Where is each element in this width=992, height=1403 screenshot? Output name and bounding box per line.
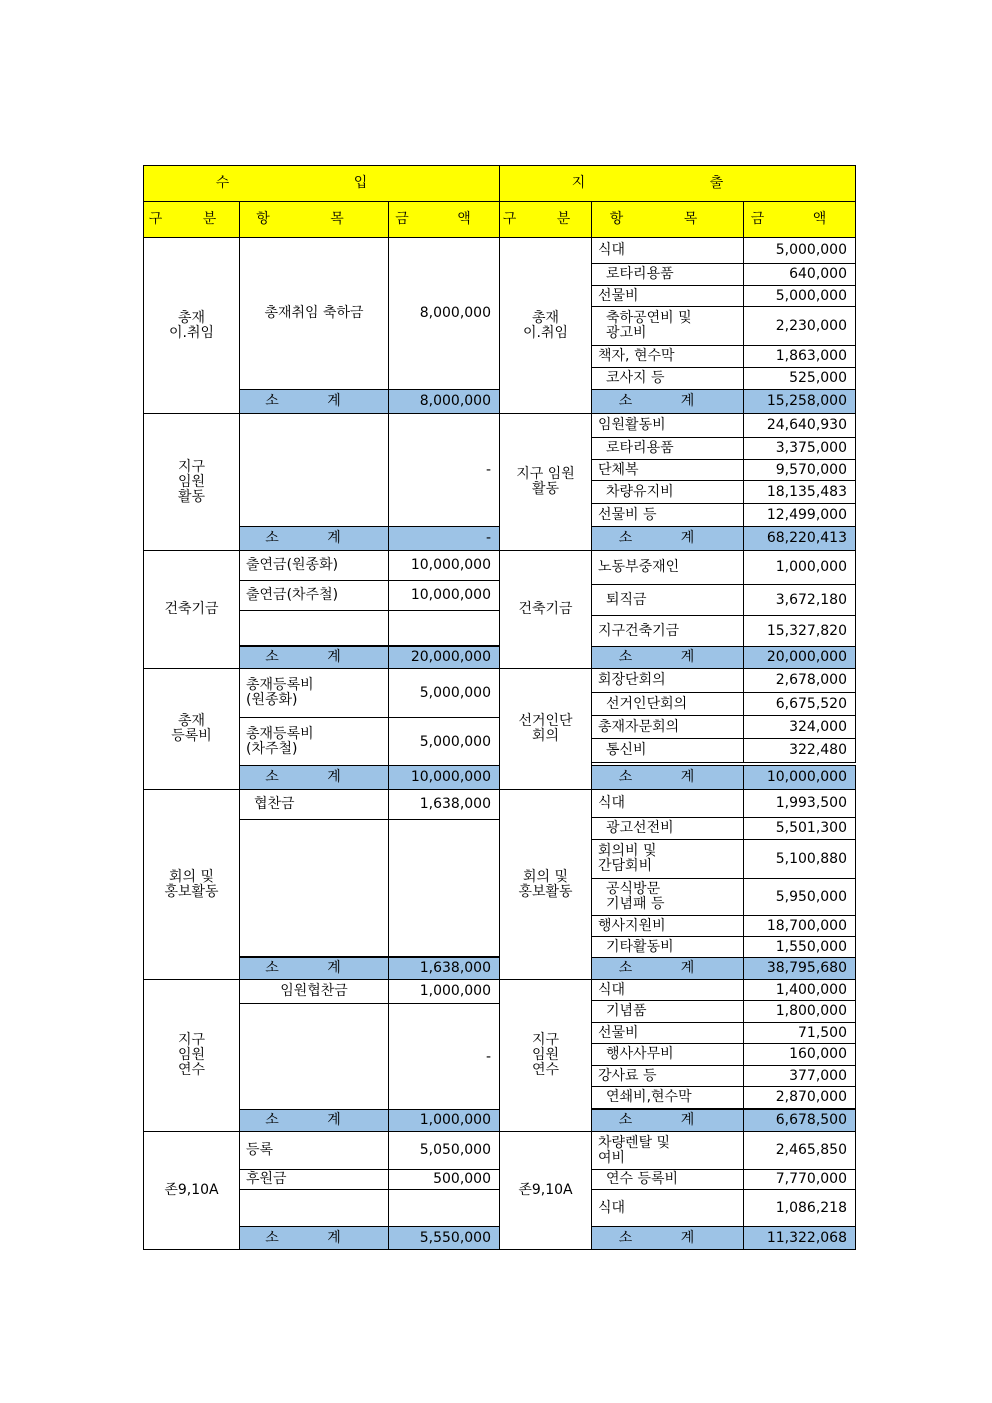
income-item-name	[239, 819, 389, 957]
income-subtotal-label: 소 계	[239, 526, 389, 551]
income-item-amount: 1,638,000	[388, 789, 500, 820]
expense-subtotal-amount: 15,258,000	[743, 389, 856, 414]
expense-item-name: 임원활동비	[591, 413, 744, 438]
expense-subtotal-label: 소 계	[591, 957, 744, 980]
expense-item-amount: 12,499,000	[743, 503, 856, 527]
income-item-name: 협찬금	[239, 789, 389, 820]
expense-item-amount: 5,000,000	[743, 285, 856, 307]
expense-item-name: 노동부중재인	[591, 550, 744, 585]
expense-item-amount: 1,000,000	[743, 550, 856, 585]
expense-category: 건축기금	[499, 550, 592, 669]
expense-item-name: 식대	[591, 979, 744, 1001]
expense-item-name: 행사지원비	[591, 915, 744, 937]
expense-item-amount: 1,993,500	[743, 789, 856, 818]
income-subtotal-amount: 5,550,000	[388, 1226, 500, 1250]
income-subtotal-label: 소 계	[239, 1226, 389, 1250]
expense-item-amount: 5,950,000	[743, 878, 856, 916]
income-item-name	[239, 413, 389, 527]
expense-item-name: 로타리용품	[591, 263, 744, 286]
expense-item-name: 강사료 등	[591, 1065, 744, 1087]
income-subtotal-label: 소 계	[239, 1109, 389, 1132]
expense-item-amount: 3,375,000	[743, 437, 856, 460]
expense-item-amount: 160,000	[743, 1043, 856, 1066]
expense-header: 지 출	[499, 165, 856, 202]
expense-item-amount: 324,000	[743, 715, 856, 739]
expense-item-name: 회의비 및 간담회비	[591, 839, 744, 879]
income-category: 지구 임원 활동	[143, 413, 240, 551]
expense-subtotal-amount: 6,678,500	[743, 1109, 856, 1132]
income-item-amount: 1,000,000	[388, 979, 500, 1004]
expense-subtotal-amount: 11,322,068	[743, 1226, 856, 1250]
income-subtotal-amount: 10,000,000	[388, 765, 500, 790]
expense-item-amount: 9,570,000	[743, 459, 856, 481]
income-subtotal-amount: 1,000,000	[388, 1109, 500, 1132]
expense-item-name: 퇴직금	[591, 584, 744, 616]
income-category: 지구 임원 연수	[143, 979, 240, 1132]
income-item-name: 출연금(차주철)	[239, 580, 389, 611]
income-item-amount	[388, 819, 500, 957]
income-item-amount: 500,000	[388, 1169, 500, 1190]
expense-item-name: 코사지 등	[591, 367, 744, 390]
expense-subtotal-label: 소 계	[591, 1109, 744, 1132]
income-category: 존9,10A	[143, 1131, 240, 1250]
expense-item-name: 총재자문회의	[591, 715, 744, 739]
expense-item-amount: 18,700,000	[743, 915, 856, 937]
income-subtotal-amount: -	[388, 526, 500, 551]
income-item-name: 총재등록비 (차주철)	[239, 717, 389, 767]
income-item-name: 총재등록비 (원종화)	[239, 668, 389, 718]
expense-item-amount: 2,230,000	[743, 306, 856, 346]
expense-item-amount: 2,678,000	[743, 668, 856, 693]
expense-item-name: 식대	[591, 1189, 744, 1227]
expense-item-header: 항 목	[591, 201, 744, 238]
income-subtotal-label: 소 계	[239, 389, 389, 414]
expense-item-name: 광고선전비	[591, 817, 744, 840]
expense-subtotal-label: 소 계	[591, 646, 744, 669]
expense-item-amount: 7,770,000	[743, 1169, 856, 1190]
expense-item-name: 식대	[591, 237, 744, 264]
expense-category: 회의 및 홍보활동	[499, 789, 592, 980]
income-item-name: 총재취임 축하금	[239, 237, 389, 390]
income-category: 회의 및 홍보활동	[143, 789, 240, 980]
income-subtotal-label: 소 계	[239, 646, 389, 669]
expense-item-amount: 5,100,880	[743, 839, 856, 879]
income-item-amount: 5,000,000	[388, 717, 500, 767]
expense-item-name: 연쇄비,현수막	[591, 1086, 744, 1109]
expense-item-amount: 6,675,520	[743, 692, 856, 716]
expense-item-amount: 2,465,850	[743, 1131, 856, 1170]
expense-item-amount: 5,501,300	[743, 817, 856, 840]
income-item-name	[239, 1189, 389, 1227]
expense-item-name: 축하공연비 및 광고비	[591, 306, 744, 346]
expense-amount-header: 금 액	[743, 201, 856, 238]
expense-item-amount: 1,550,000	[743, 936, 856, 958]
expense-category: 총재 이.취임	[499, 237, 592, 414]
income-item-amount: 10,000,000	[388, 580, 500, 611]
expense-item-name: 선물비 등	[591, 503, 744, 527]
income-item-amount: 5,050,000	[388, 1131, 500, 1170]
expense-item-name: 지구건축기금	[591, 615, 744, 647]
expense-item-name: 차량유지비	[591, 480, 744, 504]
income-item-name	[239, 1003, 389, 1111]
income-item-amount: 10,000,000	[388, 550, 500, 581]
expense-item-name: 로타리용품	[591, 437, 744, 460]
expense-subtotal-label: 소 계	[591, 526, 744, 551]
budget-table	[143, 165, 856, 1249]
expense-subtotal-label: 소 계	[591, 389, 744, 414]
expense-item-amount: 15,327,820	[743, 615, 856, 647]
expense-item-amount: 377,000	[743, 1065, 856, 1087]
expense-subtotal-label: 소 계	[591, 1226, 744, 1250]
expense-subtotal-label: 소 계	[591, 765, 744, 790]
income-item-amount: 5,000,000	[388, 668, 500, 718]
expense-subtotal-amount: 68,220,413	[743, 526, 856, 551]
income-item-name: 임원협찬금	[239, 979, 389, 1004]
income-category: 총재 등록비	[143, 668, 240, 790]
income-category: 총재 이.취임	[143, 237, 240, 414]
income-category: 건축기금	[143, 550, 240, 669]
expense-item-name: 선물비	[591, 1022, 744, 1044]
income-item-name: 등록	[239, 1131, 389, 1170]
income-item-name: 출연금(원종화)	[239, 550, 389, 581]
expense-item-name: 행사사무비	[591, 1043, 744, 1066]
income-subtotal-label: 소 계	[239, 765, 389, 790]
expense-item-amount: 1,863,000	[743, 345, 856, 368]
expense-item-name: 통신비	[591, 738, 744, 763]
expense-item-name: 선물비	[591, 285, 744, 307]
expense-item-name: 회장단회의	[591, 668, 744, 693]
expense-item-name: 식대	[591, 789, 744, 818]
income-item-amount	[388, 610, 500, 646]
income-subtotal-amount: 20,000,000	[388, 646, 500, 669]
expense-item-amount: 525,000	[743, 367, 856, 390]
expense-item-amount: 1,086,218	[743, 1189, 856, 1227]
expense-item-amount: 3,672,180	[743, 584, 856, 616]
expense-item-name: 기타활동비	[591, 936, 744, 958]
income-item-amount: 8,000,000	[388, 237, 500, 390]
expense-item-amount: 322,480	[743, 738, 856, 763]
income-item-amount: -	[388, 413, 500, 527]
expense-item-amount: 640,000	[743, 263, 856, 286]
expense-item-amount: 71,500	[743, 1022, 856, 1044]
expense-item-name: 선거인단회의	[591, 692, 744, 716]
expense-category: 존9,10A	[499, 1131, 592, 1250]
income-item-amount	[388, 1189, 500, 1227]
income-item-header: 항 목	[239, 201, 389, 238]
expense-item-name: 연수 등록비	[591, 1169, 744, 1190]
income-amount-header: 금 액	[388, 201, 500, 238]
expense-item-name: 차량렌탈 및 여비	[591, 1131, 744, 1170]
expense-category-header: 구 분	[499, 201, 592, 238]
income-subtotal-label: 소 계	[239, 957, 389, 980]
expense-item-amount: 18,135,483	[743, 480, 856, 504]
expense-item-name: 단체복	[591, 459, 744, 481]
expense-item-amount: 24,640,930	[743, 413, 856, 438]
income-item-amount: -	[388, 1003, 500, 1111]
income-subtotal-amount: 8,000,000	[388, 389, 500, 414]
income-header: 수 입	[143, 165, 500, 202]
expense-item-amount: 5,000,000	[743, 237, 856, 264]
expense-item-amount: 2,870,000	[743, 1086, 856, 1109]
expense-item-amount: 1,800,000	[743, 1000, 856, 1023]
expense-item-name: 책자, 현수막	[591, 345, 744, 368]
expense-subtotal-amount: 20,000,000	[743, 646, 856, 669]
income-category-header: 구 분	[143, 201, 240, 238]
expense-subtotal-amount: 38,795,680	[743, 957, 856, 980]
expense-subtotal-amount: 10,000,000	[743, 765, 856, 790]
income-item-name: 후원금	[239, 1169, 389, 1190]
income-item-name	[239, 610, 389, 646]
expense-category: 지구 임원 연수	[499, 979, 592, 1132]
income-subtotal-amount: 1,638,000	[388, 957, 500, 980]
expense-item-amount: 1,400,000	[743, 979, 856, 1001]
expense-category: 지구 임원 활동	[499, 413, 592, 551]
expense-item-name: 공식방문 기념패 등	[591, 878, 744, 916]
expense-item-name: 기념품	[591, 1000, 744, 1023]
expense-category: 선거인단 회의	[499, 668, 592, 790]
